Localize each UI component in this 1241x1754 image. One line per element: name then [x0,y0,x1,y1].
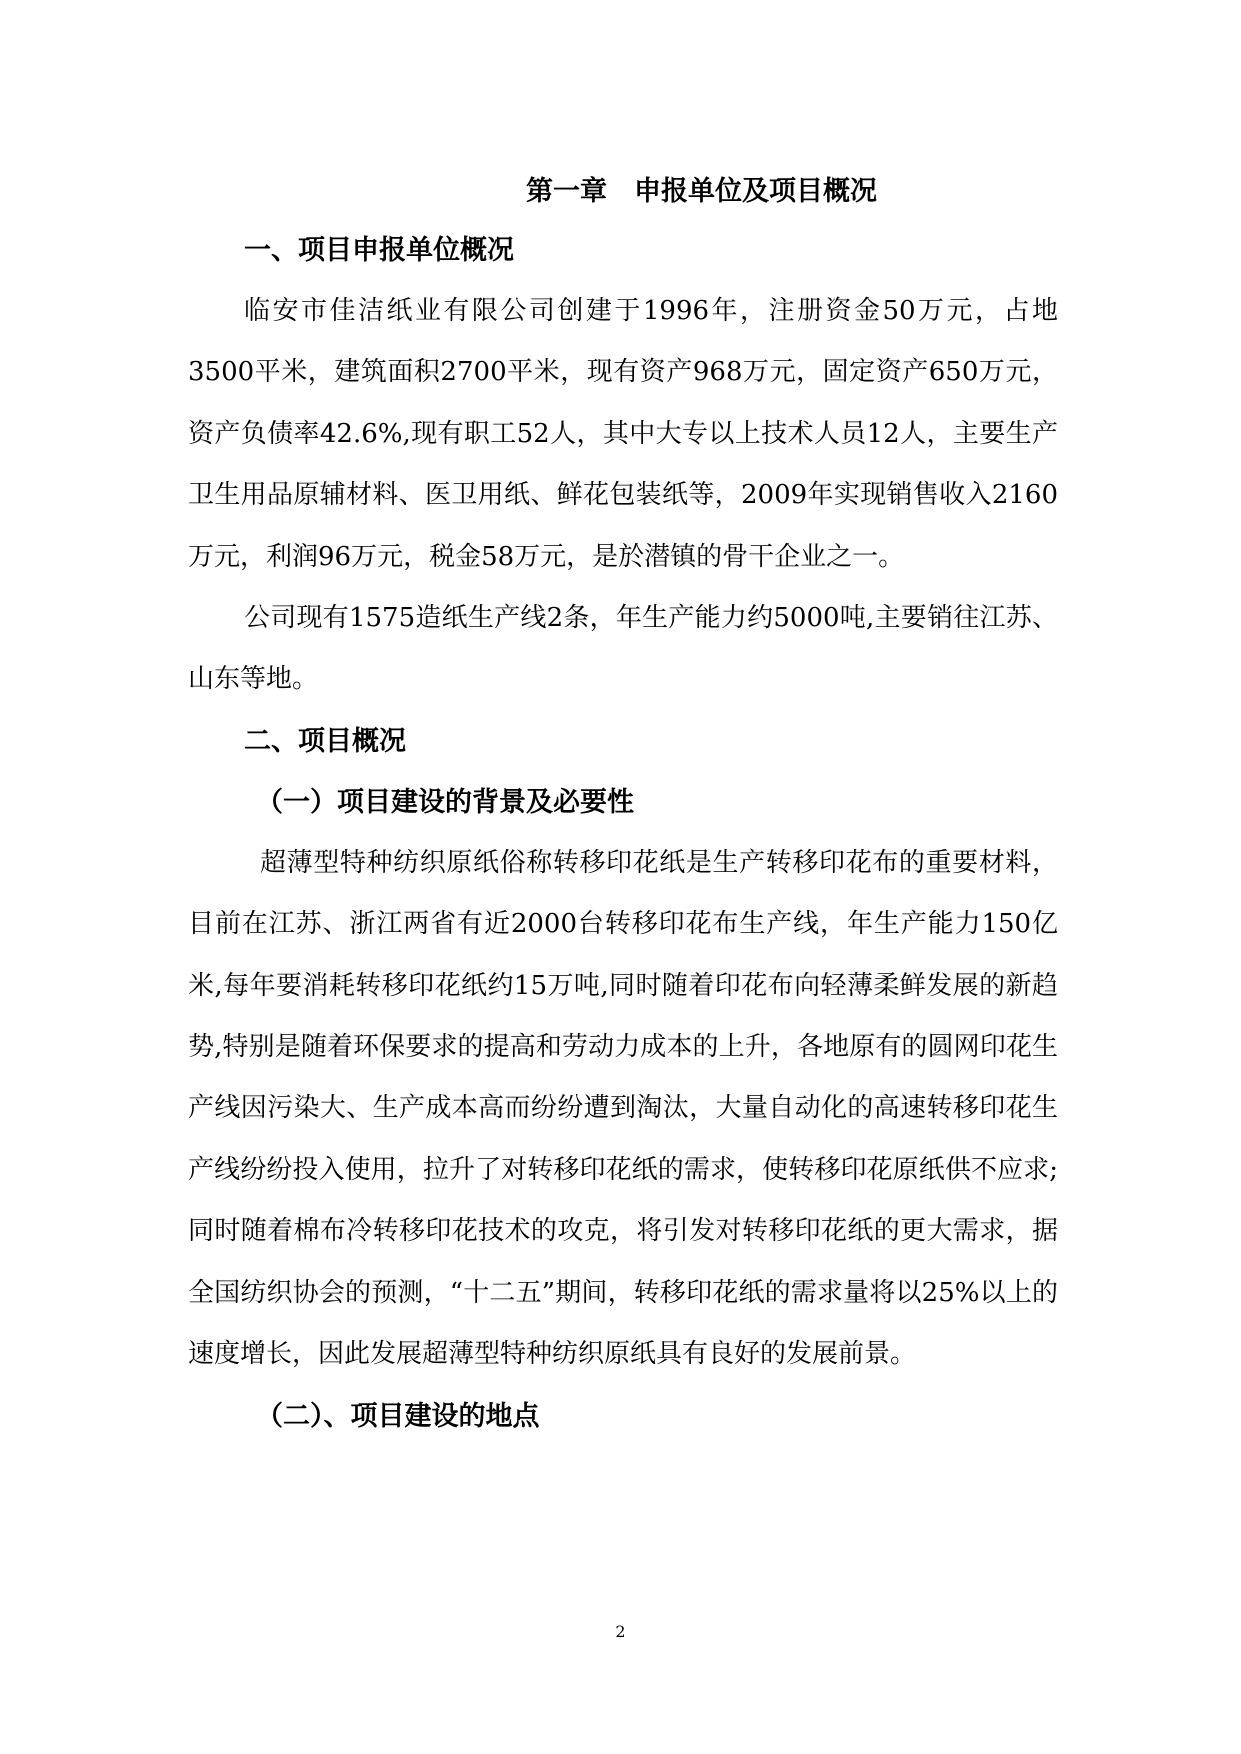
subsection-1-heading: （一）项目建设的背景及必要性 [256,786,634,818]
subsection-2-heading-prefix: （二） [256,1400,324,1432]
section-1-paragraph-2: 公司现有1575造纸生产线2条，年生产能力约5000吨,主要销往江苏、山东等地。 [188,603,1058,695]
section-2-heading: 二、项目概况 [244,725,406,757]
page-number: 2 [615,1622,626,1641]
document-body [188,164,1058,1447]
section-1-heading: 一、项目申报单位概况 [244,235,514,266]
subsection-2-heading [188,1386,1058,1447]
subsection-1-paragraph: 超薄型特种纺织原纸俗称转移印花纸是生产转移印花布的重要材料，目前在江苏、浙江两省有近2000台转移印花布生产线，年生产能力150亿米,每年要消耗转移印花纸约15万吨,同时随着印花布向轻薄柔鲜发展的新趋势,特别是随着环保要求的提高和劳动力成本的上升，各地原有的圆网印花生产线因污染大、生产成本高而纷纷遭到淘汰，大量自动化的高速转移印花生产线纷纷投入使用，拉升了对转移印花纸的需求，使转移印花原纸供不应求;同时随着棉布冷转移印花技术的攻克，将引发对转移印花纸的更大需求，据全国纺织协会的预测，“十二五”期间，转移印花纸的需求量将以25%以上的速度增长，因此发展超薄型特种纺织原纸具有良好的发展前景。 [188,847,1058,1370]
subsection-2-heading-text: 、项目建设的地点 [323,1400,540,1432]
section-1-paragraph-1: 临安市佳洁纸业有限公司创建于1996年，注册资金50万元，占地3500平米，建筑面积2700平米，现有资产968万元，固定资产650万元，资产负债率42.6%,现有职工52人，其中大专以上技术人员12人，主要生产卫生用品原辅材料、医卫用纸、鲜花包装纸等，2009年实现销售收入2160万元，利润96万元，税金58万元，是於潜镇的骨干企业之一。 [188,296,1058,572]
chapter-title: 第一章 申报单位及项目概况 [526,176,877,207]
